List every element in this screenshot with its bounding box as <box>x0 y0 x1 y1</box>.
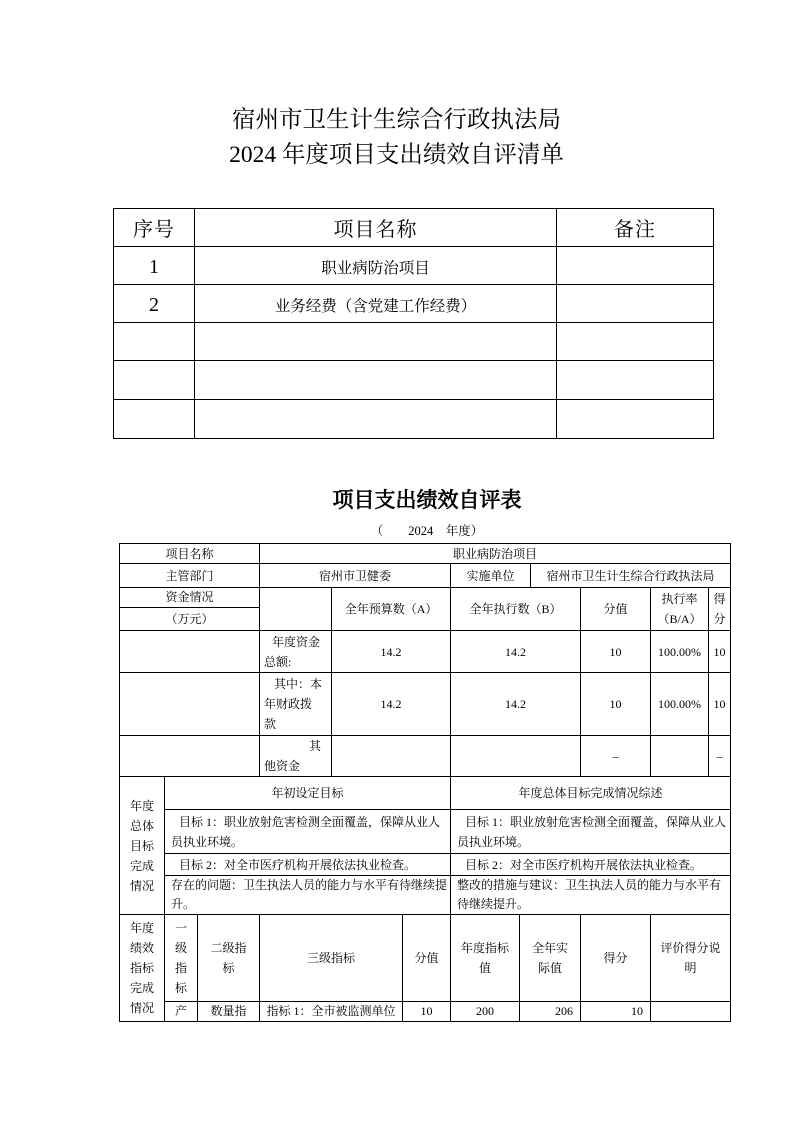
level3-header: 三级指标 <box>260 915 403 1002</box>
goals-row <box>120 876 731 915</box>
column-header-note: 备注 <box>557 209 714 247</box>
project-list-header-row <box>114 209 714 247</box>
empty-cell <box>114 400 195 439</box>
funds-score: 10 <box>709 673 731 736</box>
funds-label-cell <box>120 588 260 631</box>
empty-cell <box>120 631 260 673</box>
indicator-level1: 产 <box>165 1002 198 1022</box>
goal-problem-text: 存在的问题：卫生执法人员的能力与水平有待继续提升。 <box>165 876 451 915</box>
empty-cell <box>120 736 260 777</box>
row-project-name: 业务经费（含党建工作经费） <box>195 285 557 323</box>
indicator-level2: 数量指 <box>198 1002 260 1022</box>
funds-rate: 100.00% <box>651 631 709 673</box>
rate-header: 执行率（B/A） <box>651 588 709 631</box>
funds-rate: 100.00% <box>651 673 709 736</box>
goals-row <box>120 810 731 854</box>
evaluation-title: 项目支出绩效自评表 <box>332 488 522 512</box>
project-name-value: 职业病防治项目 <box>260 544 731 564</box>
unit-value: 宿州市卫生计生综合行政执法局 <box>531 564 731 588</box>
row-no: 1 <box>114 247 195 285</box>
budget-header: 全年预算数（A） <box>332 588 451 631</box>
empty-cell <box>114 361 195 400</box>
score-value-header: 分值 <box>581 588 651 631</box>
empty-cell <box>195 400 557 439</box>
dept-label: 主管部门 <box>120 564 260 588</box>
empty-cell <box>332 736 451 777</box>
dept-value: 宿州市卫健委 <box>260 564 451 588</box>
empty-cell <box>557 323 714 361</box>
funds-score: – <box>709 736 731 777</box>
column-header-no: 序号 <box>114 209 195 247</box>
funds-header-row <box>120 588 731 631</box>
funds-unit: （万元） <box>165 612 214 626</box>
goal-summary-text: 目标 1：职业放射危害检测全面覆盖，保障从业人员执业环境。 <box>451 810 731 854</box>
empty-cell <box>195 361 557 400</box>
project-list-table <box>113 208 714 439</box>
target-header: 年度指标值 <box>451 915 520 1002</box>
goals-set-header: 年初设定目标 <box>165 777 451 810</box>
column-header-name: 项目名称 <box>195 209 557 247</box>
funds-row <box>120 631 731 673</box>
evaluation-table <box>119 543 731 1022</box>
funds-score-value: 10 <box>581 631 651 673</box>
empty-cell <box>451 736 581 777</box>
indicator-target: 200 <box>451 1002 520 1022</box>
project-name-row <box>120 544 731 564</box>
executed-header: 全年执行数（B） <box>451 588 581 631</box>
row-note <box>557 285 714 323</box>
funds-row <box>120 736 731 777</box>
goal-measures-text: 整改的措施与建议：卫生执法人员的能力与水平有待继续提升。 <box>451 876 731 915</box>
funds-score: 10 <box>709 631 731 673</box>
row-note <box>557 247 714 285</box>
goal-set-text: 目标 1：职业放射危害检测全面覆盖，保障从业人员执业环境。 <box>165 810 451 854</box>
level1-header: 一级指标 <box>165 915 198 1002</box>
indicator-score-header: 得分 <box>581 915 651 1002</box>
project-name-label: 项目名称 <box>120 544 260 564</box>
empty-cell <box>120 673 260 736</box>
empty-row <box>114 323 714 361</box>
empty-cell <box>114 323 195 361</box>
goals-section-label: 年度总体目标完成情况 <box>120 777 165 915</box>
funds-executed: 14.2 <box>451 673 581 736</box>
goal-set-text: 目标 2：对全市医疗机构开展依法执业检查。 <box>165 854 451 876</box>
goals-summary-header: 年度总体目标完成情况综述 <box>451 777 731 810</box>
list-title: 2024 年度项目支出绩效自评清单 <box>229 142 564 168</box>
unit-label: 实施单位 <box>451 564 531 588</box>
funds-row-label: 年度资金总额: <box>260 631 332 673</box>
empty-cell <box>260 588 332 631</box>
goal-summary-text: 目标 2：对全市医疗机构开展依法执业检查。 <box>451 854 731 876</box>
funds-budget: 14.2 <box>332 673 451 736</box>
score-header: 得分 <box>709 588 731 631</box>
indicator-score-value-header: 分值 <box>403 915 451 1002</box>
empty-cell <box>195 323 557 361</box>
funds-label: 资金情况 <box>120 588 259 608</box>
funds-budget: 14.2 <box>332 631 451 673</box>
row-project-name: 职业病防治项目 <box>195 247 557 285</box>
funds-score-value: – <box>581 736 651 777</box>
funds-row <box>120 673 731 736</box>
indicator-row <box>120 1002 731 1022</box>
table-row <box>114 247 714 285</box>
empty-row <box>114 361 714 400</box>
empty-cell <box>651 736 709 777</box>
indicator-level3: 指标 1：全市被监测单位 <box>260 1002 403 1022</box>
funds-row-label: 其中：本年财政拨款 <box>260 673 332 736</box>
empty-cell <box>557 400 714 439</box>
actual-header: 全年实际值 <box>520 915 581 1002</box>
note-header: 评价得分说明 <box>651 915 731 1002</box>
funds-row-label: 其他资金 <box>260 736 332 777</box>
level2-header: 二级指标 <box>198 915 260 1002</box>
indicators-section-label: 年度绩效指标完成情况 <box>120 915 165 1022</box>
indicator-note <box>651 1002 731 1022</box>
empty-cell <box>557 361 714 400</box>
row-no: 2 <box>114 285 195 323</box>
indicator-score: 10 <box>581 1002 651 1022</box>
evaluation-year: （ 2024 年度） <box>370 524 484 538</box>
table-row <box>114 285 714 323</box>
org-title: 宿州市卫生计生综合行政执法局 <box>232 107 561 133</box>
goals-row <box>120 854 731 876</box>
funds-score-value: 10 <box>581 673 651 736</box>
indicators-header-row <box>120 915 731 1002</box>
empty-row <box>114 400 714 439</box>
goals-header-row <box>120 777 731 810</box>
funds-executed: 14.2 <box>451 631 581 673</box>
department-row <box>120 564 731 588</box>
indicator-actual: 206 <box>520 1002 581 1022</box>
indicator-score-value: 10 <box>403 1002 451 1022</box>
